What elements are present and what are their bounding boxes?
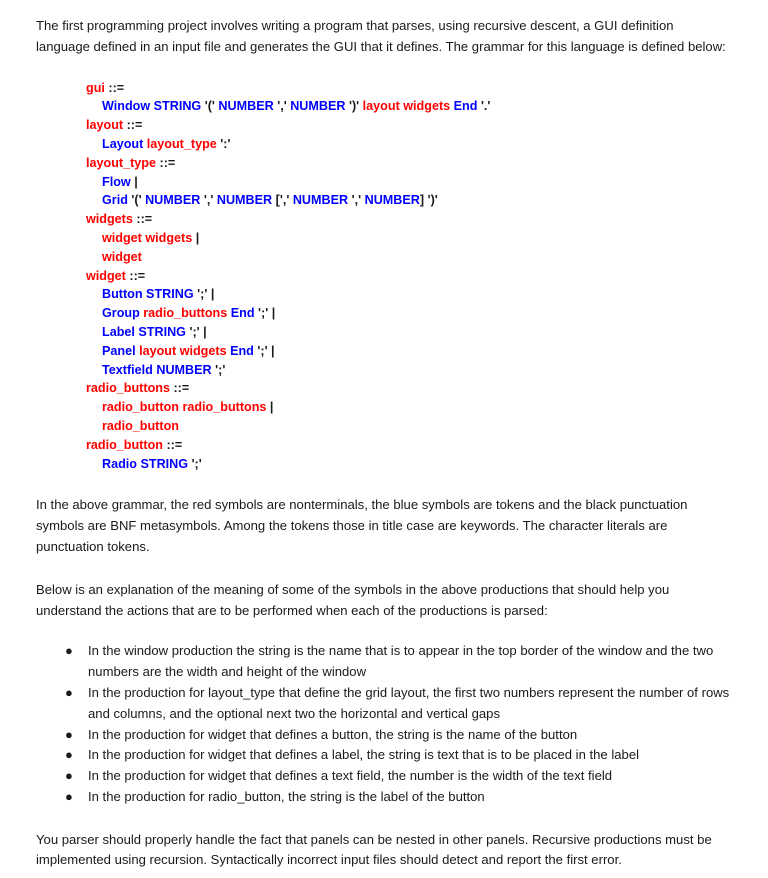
production-body [86, 361, 730, 380]
production-body [86, 417, 730, 436]
production-body [86, 229, 730, 248]
token-symbol: Flow [102, 174, 135, 189]
list-item-text: In the production for widget that defines a button, the string is the name of the button [88, 726, 578, 742]
production-body [86, 342, 730, 361]
metasymbol: ':' [220, 136, 231, 151]
production-head [86, 116, 730, 135]
token-symbol: End [230, 306, 259, 321]
bullet-icon: ● [65, 643, 73, 659]
production-body [86, 191, 730, 210]
token-symbol: NUMBER [364, 193, 420, 208]
metasymbol: ',' [203, 193, 217, 208]
metasymbol: ] [419, 193, 428, 208]
bullet-icon: ● [65, 747, 73, 763]
nonterminal-symbol: layout_type [146, 136, 221, 151]
token-symbol: NUMBER [216, 193, 276, 208]
metasymbol: ::= [136, 212, 153, 227]
metasymbol: ::= [166, 437, 183, 452]
metasymbol: ::= [108, 80, 125, 95]
metasymbol: ';' [191, 456, 202, 471]
metasymbol: ')' [427, 193, 438, 208]
spacer [36, 808, 730, 830]
nonterminal-symbol: gui [86, 80, 105, 95]
production-body [86, 97, 730, 116]
metasymbol: ')' [348, 99, 363, 114]
grammar-block [36, 79, 730, 474]
list-item [36, 683, 730, 725]
token-symbol: Button STRING [102, 287, 198, 302]
spacer [36, 558, 730, 580]
nonterminal-symbol: widgets [86, 212, 133, 227]
list-item-text: In the production for widget that defines a label, the string is text that is to be placed in the label [88, 747, 640, 763]
metasymbol: ';' | [257, 343, 275, 358]
nonterminal-symbol: radio_buttons [86, 381, 170, 396]
token-symbol: End [453, 99, 481, 114]
token-symbol: Panel [102, 343, 140, 358]
metasymbol: [',' [275, 193, 293, 208]
nonterminal-symbol: layout widgets [362, 99, 454, 114]
list-item [36, 766, 730, 787]
nonterminal-symbol: layout widgets [139, 343, 231, 358]
metasymbol: ::= [173, 381, 190, 396]
bullet-icon: ● [65, 684, 73, 700]
production-body [86, 304, 730, 323]
metasymbol: ';' [215, 362, 226, 377]
legend-paragraph: In the above grammar, the red symbols are nonterminals, the blue symbols are tokens and the black punctuation symbols are BNF metasymbols. Among the tokens those in title case are keywords. The character literals are punctuation tokens. [36, 497, 688, 554]
spacer [36, 58, 730, 79]
token-symbol: NUMBER [145, 193, 204, 208]
explanation-bullet-list [36, 641, 730, 807]
production-body [86, 455, 730, 474]
nonterminal-symbol: radio_button radio_buttons [102, 400, 270, 415]
list-item [36, 641, 730, 683]
list-item [36, 787, 730, 808]
metasymbol: | [269, 400, 274, 415]
metasymbol: ::= [126, 118, 143, 133]
production-body [86, 323, 730, 342]
nonterminal-symbol: radio_button [86, 437, 163, 452]
metasymbol: ';' | [189, 324, 207, 339]
token-symbol: Radio STRING [102, 456, 192, 471]
production-body [86, 173, 730, 192]
nonterminal-symbol: radio_button [102, 418, 179, 433]
explanation-paragraph: Below is an explanation of the meaning of some of the symbols in the above productions that should help you understand the actions that are to be performed when each of the productions is parsed: [36, 581, 670, 618]
token-symbol: Group [102, 306, 144, 321]
intro-paragraph: The first programming project involves writing a program that parses, using recursive descent, a GUI definition language defined in an input file and generates the GUI that it defines. The grammar for this language is defined below: [36, 18, 726, 54]
list-item [36, 745, 730, 766]
token-symbol: NUMBER [292, 193, 352, 208]
bullet-icon: ● [65, 768, 73, 784]
spacer [36, 473, 730, 495]
production-head [86, 210, 730, 229]
metasymbol: '(' [204, 99, 219, 114]
metasymbol: ';' | [197, 287, 215, 302]
token-symbol: Label STRING [102, 324, 190, 339]
token-symbol: Textfield NUMBER [102, 362, 216, 377]
token-symbol: Layout [102, 136, 147, 151]
production-body [86, 248, 730, 267]
list-item-text: In the production for radio_button, the string is the label of the button [88, 788, 485, 804]
token-symbol: Grid [102, 193, 132, 208]
list-item [36, 725, 730, 746]
spacer [36, 621, 730, 641]
nonterminal-symbol: layout_type [86, 155, 156, 170]
token-symbol: End [230, 343, 258, 358]
production-head [86, 436, 730, 455]
production-body [86, 285, 730, 304]
bullet-icon: ● [65, 726, 73, 742]
production-head [86, 379, 730, 398]
list-item-text: In the production for widget that defines a text field, the number is the width of the text field [88, 768, 613, 784]
token-symbol: NUMBER [290, 99, 349, 114]
metasymbol: ',' [277, 99, 291, 114]
metasymbol: ';' | [258, 306, 276, 321]
metasymbol: ',' [351, 193, 365, 208]
metasymbol: ::= [159, 155, 176, 170]
metasymbol: '.' [480, 99, 491, 114]
nonterminal-symbol: widget [86, 268, 126, 283]
metasymbol: ::= [129, 268, 146, 283]
token-symbol: Window STRING [102, 99, 205, 114]
nonterminal-symbol: radio_buttons [143, 306, 231, 321]
token-symbol: NUMBER [218, 99, 278, 114]
closing-paragraph: You parser should properly handle the fact that panels can be nested in other panels. Recursive productions must be implemented using recursion. Syntactically incorrect input files should detect and report the first error. [36, 831, 712, 868]
metasymbol: '(' [131, 193, 146, 208]
list-item-text: In the production for layout_type that define the grid layout, the first two numbers represent the number of rows and columns, and the optional next two the horizontal and vertical gaps [88, 684, 730, 721]
nonterminal-symbol: widget [102, 249, 142, 264]
production-head [86, 154, 730, 173]
nonterminal-symbol: layout [86, 118, 124, 133]
bullet-icon: ● [65, 788, 73, 804]
production-head [86, 267, 730, 286]
metasymbol: | [195, 230, 200, 245]
nonterminal-symbol: widget widgets [102, 230, 196, 245]
production-body [86, 135, 730, 154]
metasymbol: | [134, 174, 138, 189]
list-item-text: In the window production the string is the name that is to appear in the top border of the window and the two numbers are the width and height of the window [88, 643, 714, 680]
production-head [86, 79, 730, 98]
production-body [86, 398, 730, 417]
